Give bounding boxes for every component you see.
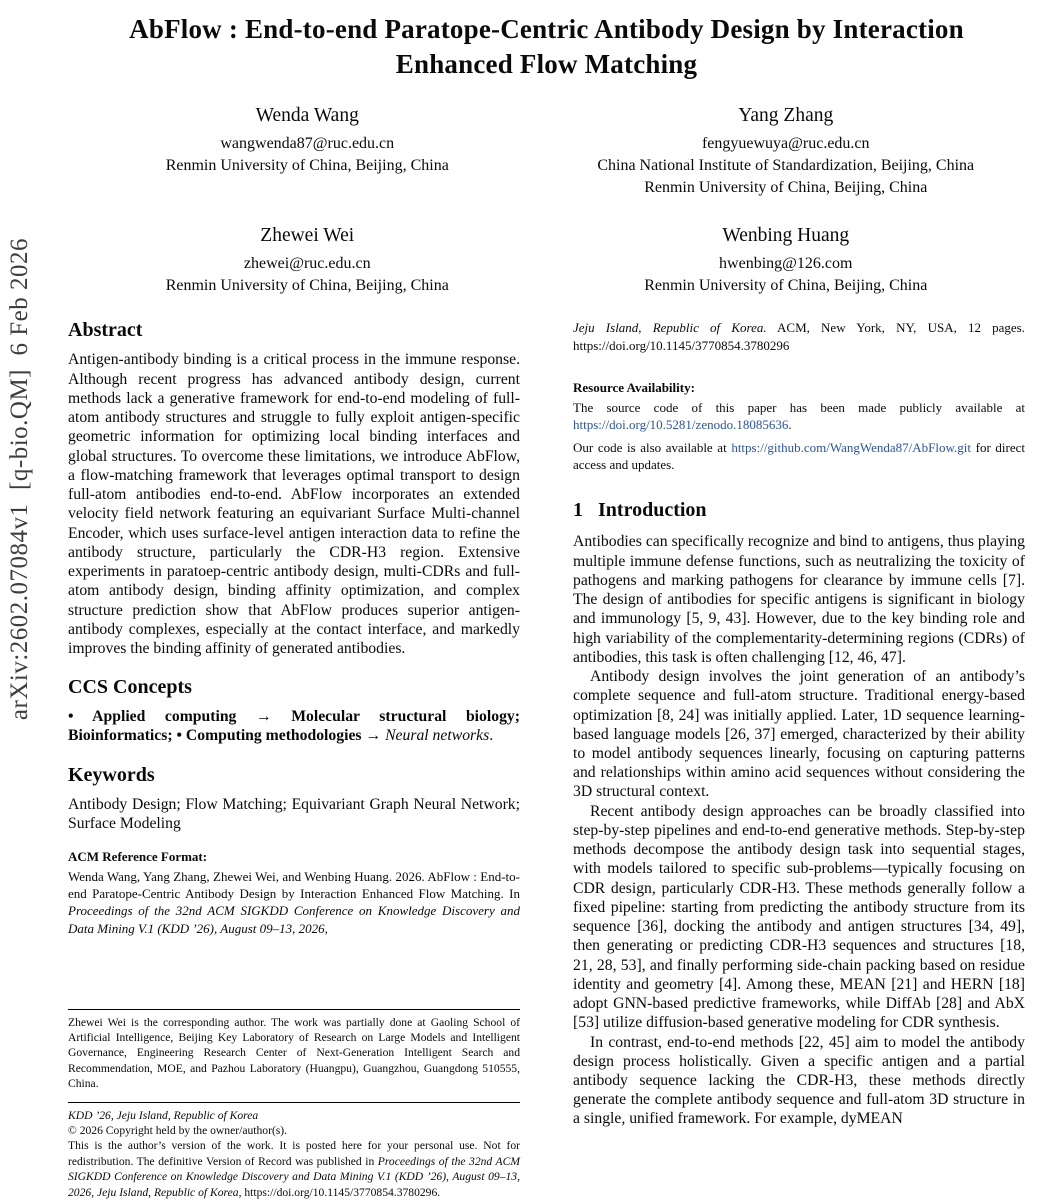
keywords-text: Antibody Design; Flow Matching; Equivariant Graph Neural Network; Surface Modeling xyxy=(68,795,520,832)
reference-continuation xyxy=(573,319,1025,353)
resource-line-2-tail: for direct access and updates. xyxy=(573,440,1025,473)
ccs-period: . xyxy=(489,727,494,745)
author-email: zhewei@ruc.edu.cn xyxy=(243,255,371,273)
intro-paragraph-4: In contrast, end-to-end methods [22, 45] aim to model the antibody design process holistically. Given a specific antigen and a partial antibody sequence lacking the CDR-H3, these methods directly generate the complete antibody sequence and full-atom 3D structure in a single, unified framework. For example, dyMEAN xyxy=(573,1033,1025,1128)
footnote-block xyxy=(68,1009,520,1200)
license-proceedings-italic: Proceedings of the 32nd ACM SIGKDD Conference on Knowledge Discovery and Data Mining V.1 (KDD ’26), August 09–13, 2026, Jeju Island, Republic of Korea xyxy=(68,1154,520,1199)
copyright-line: © 2026 Copyright held by the owner/author(s). xyxy=(68,1123,288,1137)
copyright-rule xyxy=(68,1102,520,1103)
imprint-block xyxy=(68,1108,520,1200)
corresponding-author-footnote: Zhewei Wei is the corresponding author. The work was partially done at Gaoling School of Artificial Intelligence, Beijing Key Laboratory of Research on Large Models and Intelligent Governance, Engineering Research Center of Next-Generation Intelligent Search and Recommendation, MOE, and Pazhou Laboratory (Huangpu), Guangzhou, Guangdong 510555, China. xyxy=(68,1015,520,1091)
author-grid xyxy=(68,105,1025,297)
license-doi: , https://doi.org/10.1145/3770854.3780296. xyxy=(238,1185,441,1199)
intro-paragraph-2: Antibody design involves the joint generation of an antibody’s complete sequence and full-atom structure. Traditional energy-based optimization [8, 24] was initially applied. Later, 1D sequence learning-based language models [26, 37] emerged, characterized by their ability to model antibody sequences linearly, focusing on capturing patterns and relationships within amino acid sequences without considering the 3D structural context. xyxy=(573,668,1025,801)
github-link[interactable]: https://github.com/WangWenda87/AbFlow.git xyxy=(731,440,972,456)
author-block xyxy=(68,225,547,297)
resource-availability-heading: Resource Availability: xyxy=(573,379,695,395)
acm-reference-italic: Proceedings of the 32nd ACM SIGKDD Conference on Knowledge Discovery and Data Mining V.1 (KDD ’26), August 09–13, 2026, xyxy=(68,903,520,936)
right-column xyxy=(573,317,1025,1200)
resource-line-1-text: The source code of this paper has been made publicly available at xyxy=(573,399,1025,415)
footnote-rule xyxy=(68,1009,520,1010)
intro-paragraph-1: Antibodies can specifically recognize and bind to antigens, thus playing multiple immune defense functions, such as neutralizing the toxicity of pathogens and marking pathogens for clearance by immune cells [7]. The design of antibodies for specific antigens is significant in biology and immunology [5, 9, 43]. However, due to the key binding role and high variability of the complementarity-determining regions (CDRs) of antibodies, this task is often challenging [12, 46, 47]. xyxy=(573,533,1025,666)
ccs-heading: CCS Concepts xyxy=(68,676,192,699)
acm-reference-heading: ACM Reference Format: xyxy=(68,849,208,865)
resource-availability-section xyxy=(573,380,1025,474)
author-name: Yang Zhang xyxy=(738,105,834,127)
body-columns xyxy=(68,317,1025,1200)
author-affiliation: Renmin University of China, Beijing, China xyxy=(644,179,928,197)
zenodo-link[interactable]: https://doi.org/10.5281/zenodo.18085636 xyxy=(573,416,789,432)
section-title: Introduction xyxy=(598,499,707,522)
license-normal: This is the author’s version of the work. It is posted here for your personal use. Not for redistribution. The definitive Version of Record was published in xyxy=(68,1139,520,1168)
acm-reference-normal: Wenda Wang, Yang Zhang, Zhewei Wei, and Wenbing Huang. 2026. AbFlow : End-to-end Paratope-Centric Antibody Design by Interaction Enhanced Flow Matching. In xyxy=(68,869,520,902)
license-text xyxy=(68,1138,520,1200)
author-name: Wenbing Huang xyxy=(722,225,850,247)
acm-reference-text xyxy=(68,868,520,937)
ccs-concepts-bold: • Applied computing → Molecular structural biology; Bioinformatics; • Computing methodologies → xyxy=(68,708,520,745)
author-affiliation: Renmin University of China, Beijing, China xyxy=(644,277,928,295)
resource-line-1-period: . xyxy=(788,416,792,432)
abstract-heading: Abstract xyxy=(68,319,143,342)
resource-line-1 xyxy=(573,399,1025,433)
keywords-heading: Keywords xyxy=(68,763,155,786)
venue-line: KDD ’26, Jeju Island, Republic of Korea xyxy=(68,1108,259,1122)
author-block xyxy=(547,105,1026,199)
author-email: fengyuewuya@ruc.edu.cn xyxy=(701,135,870,153)
author-name: Zhewei Wei xyxy=(260,225,355,247)
author-affiliation: China National Institute of Standardization, Beijing, China xyxy=(597,157,975,175)
ccs-concept-italic: Neural networks xyxy=(385,727,490,745)
author-block xyxy=(68,105,547,199)
paper-title: AbFlow : End-to-end Paratope-Centric Antibody Design by Interaction Enhanced Flow Matching xyxy=(129,14,964,79)
section-number: 1 xyxy=(573,499,583,522)
author-name: Wenda Wang xyxy=(255,105,359,127)
abstract-text: Antigen-antibody binding is a critical process in the immune response. Although recent progress has advanced antibody design, current methods lack a generative framework for end-to-end modeling of full-atom antibody structures and struggle to fully exploit antigen-specific geometric information for optimizing local binding interfaces and global structures. To overcome these limitations, we introduce AbFlow, a flow-matching framework that leverages optimal transport to design full-atom antibodies end-to-end. AbFlow incorporates an extended velocity field network featuring an equivariant Surface Multi-channel Encoder, which uses surface-level antigen interaction data to refine the antibody structure, particularly the CDR-H3 region. Extensive experiments in paratoep-centric antibody design, multi-CDRs and full-atom antibody design, binding affinity optimization, and complex structure prediction show that AbFlow produces superior antigen-antibody complexes, especially at the contact interface, and markedly improves the binding affinity of generated antibodies. xyxy=(68,351,520,657)
paper-header xyxy=(68,0,1025,297)
intro-paragraph-3: Recent antibody design approaches can be broadly classified into step-by-step pipelines and end-to-end generative methods. Step-by-step methods decompose the antibody design task into sequential stages, with models tailored to specific sub-problems—typically focusing on CDR design, particularly CDR-H3. These methods generally follow a fixed pipeline: starting from predicting the antibody structure from its sequence [36], docking the antibody and antigen structures [34, 49], then generating or predicting CDR-H3 sequences and structures [18, 21, 28, 53], and finally performing side-chain packing based on residue identity and geometry [4]. Among these, MEAN [21] and HERN [18] adopt GNN-based predictive frameworks, while DiffAb [28] and AbX [53] utilize diffusion-based generative modeling for CDR synthesis. xyxy=(573,802,1025,1032)
reference-venue-italic: Jeju Island, Republic of Korea. xyxy=(573,320,767,336)
ccs-text xyxy=(68,707,520,745)
author-affiliation: Renmin University of China, Beijing, China xyxy=(165,157,449,175)
author-affiliation: Renmin University of China, Beijing, China xyxy=(165,277,449,295)
resource-line-2-text: Our code is also available at xyxy=(573,440,732,456)
introduction-heading xyxy=(573,499,1025,522)
resource-line-2 xyxy=(573,439,1025,473)
author-email: hwenbing@126.com xyxy=(719,255,853,273)
reference-publisher: ACM, New York, NY, USA, 12 pages. https://doi.org/10.1145/3770854.3780296 xyxy=(573,320,1025,353)
author-email: wangwenda87@ruc.edu.cn xyxy=(220,135,395,153)
left-column xyxy=(68,317,520,1200)
author-block xyxy=(547,225,1026,297)
arxiv-stamp: arXiv:2602.07084v1 [q-bio.QM] 6 Feb 2026 xyxy=(6,238,33,721)
